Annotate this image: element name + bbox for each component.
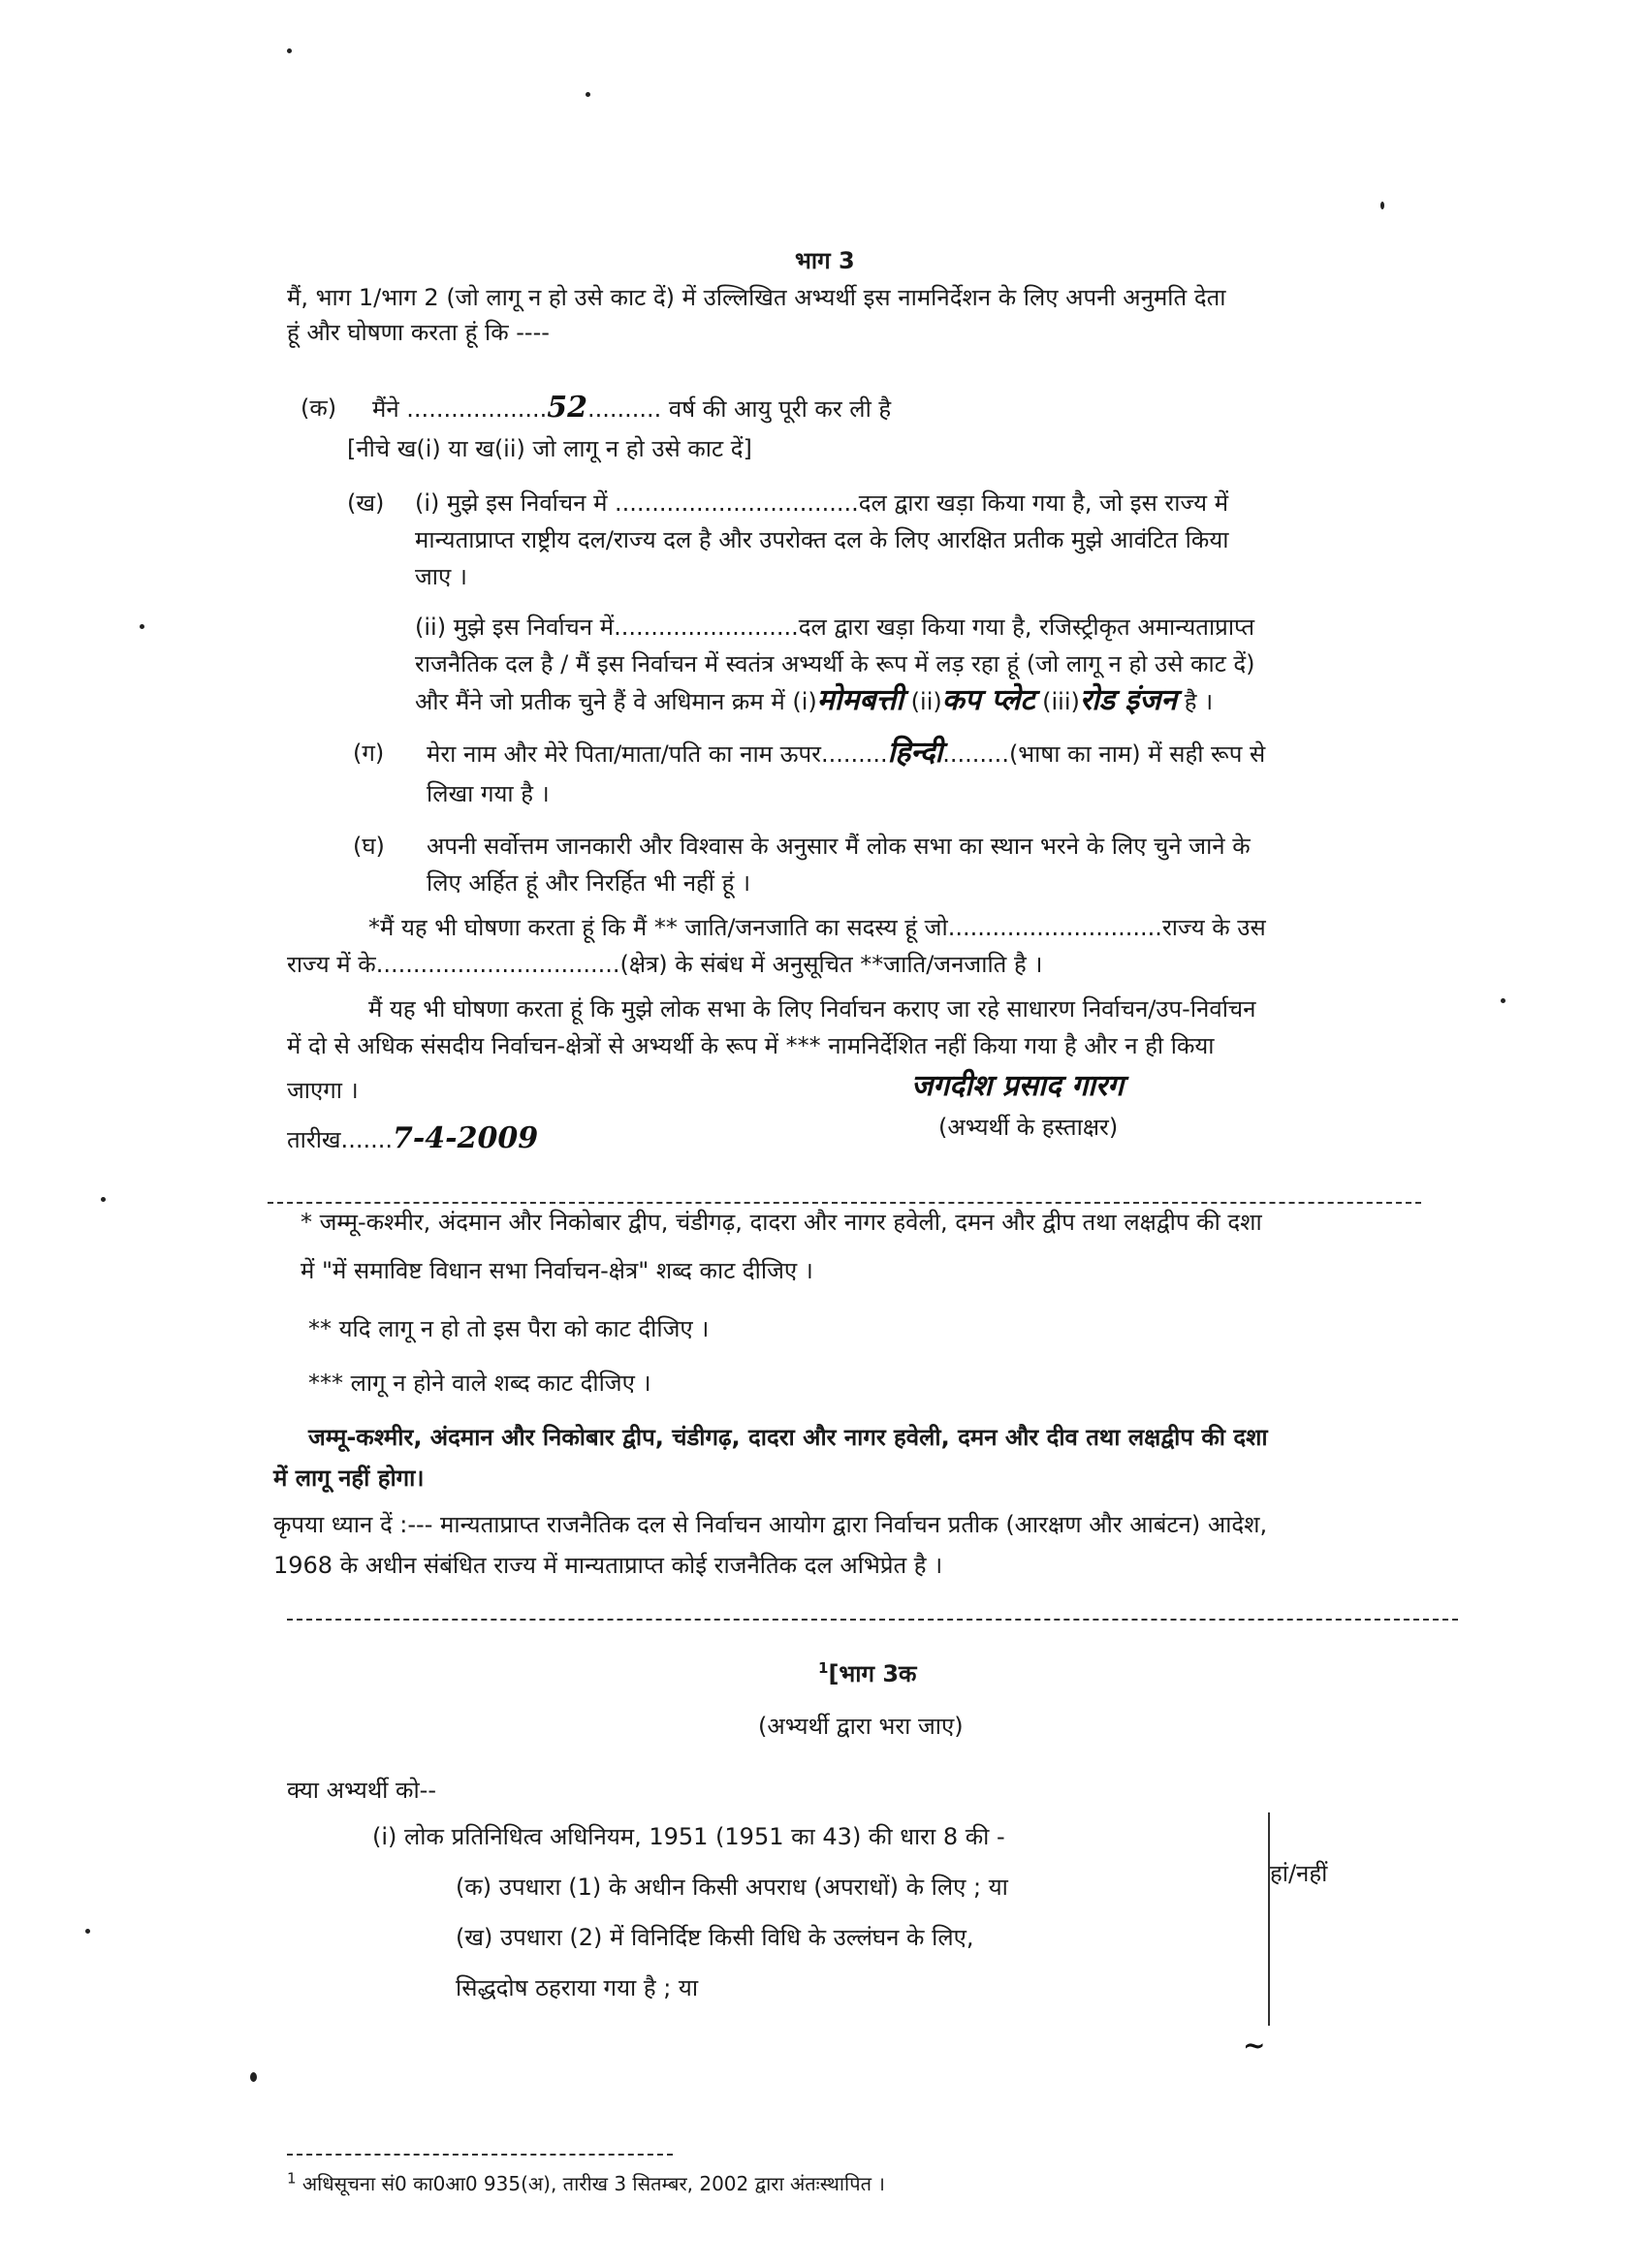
question-kha: (ख) उपधारा (2) में विनिर्दिष्ट किसी विधि के उल्लंघन के लिए, (456, 1924, 974, 1951)
kha-ii-line2: राजनैतिक दल है / मैं इस निर्वाचन में स्वतंत्र अभ्यर्थी के रूप में लड़ रहा हूं (जो लागू न हो उसे काट दें) (415, 650, 1255, 677)
question-ka: (क) उपधारा (1) के अधीन किसी अपराध (अपराधों) के लिए ; या (456, 1874, 1008, 1901)
question-end: सिद्धदोष ठहराया गया है ; या (456, 1974, 699, 2001)
age-value: 52 (547, 391, 588, 425)
footnote-star2: ** यदि लागू न हो तो इस पैरा को काट दीजिए । (308, 1315, 710, 1342)
item-gha-label: (घ) (353, 833, 385, 860)
scan-speck (287, 48, 292, 53)
part3a-subheading: (अभ्यर्थी द्वारा भरा जाए) (758, 1713, 964, 1740)
scan-speck (586, 92, 590, 97)
kha-ii-line1: (ii) मुझे इस निर्वाचन में.........................दल द्वारा खड़ा किया गया है, रजिस्ट्रीकृत अमान्यताप्राप्त (415, 614, 1255, 641)
date-row (287, 1122, 538, 1156)
scan-speck (250, 2072, 257, 2082)
decl-caste-line2: राज्य में के.................................(क्षेत्र) के संबंध में अनुसूचित **जाति/जनजाति है । (287, 951, 1043, 978)
part3-intro-line1: मैं, भाग 1/भाग 2 (जो लागू न हो उसे काट दें) में उल्लिखित अभ्यर्थी इस नामनिर्देशन के लिए अपनी अनुमति देता (287, 284, 1226, 311)
scan-speck (1501, 998, 1505, 1003)
answer-column-line (1268, 1812, 1270, 2026)
part3-heading: भाग 3 (795, 247, 855, 274)
kha-i-line1: (i) मुझे इस निर्वाचन में .................................दल द्वारा खड़ा किया गया है, जो इस राज्य में (415, 489, 1229, 517)
kha-i-line2: मान्यताप्राप्त राष्ट्रीय दल/राज्य दल है और उपरोक्त दल के लिए आरक्षित प्रतीक मुझे आवंटित किया (415, 526, 1229, 553)
scan-speck (101, 1197, 106, 1202)
symbol-3: रोड इंजन (1079, 683, 1178, 717)
date-label: तारीख....... (287, 1126, 393, 1153)
kha-label: (ख) (347, 489, 385, 517)
footnote-star3: *** लागू न होने वाले शब्द काट दीजिए । (308, 1370, 651, 1397)
answer-yes-no: हां/नहीं (1270, 1860, 1328, 1887)
kha-i-line3: जाए । (415, 563, 468, 590)
scan-speck (1380, 202, 1384, 209)
kha-ii-line3: और मैंने जो प्रतीक चुने हैं वे अधिमान क्रम में (i)मोमबत्ती (ii)कप प्लेट (iii)रोड इंजन है । (415, 683, 1214, 717)
candidate-signature: जगदीश प्रसाद गारग (911, 1069, 1125, 1103)
item-ga-line1: मेरा नाम और मेरे पिता/माता/पति का नाम ऊपर.........हिन्दी.........(भाषा का नाम) में सही रूप से (427, 736, 1266, 770)
item-gha-line1: अपनी सर्वोत्तम जानकारी और विश्वास के अनुसार मैं लोक सभा का स्थान भरने के लिए चुने जाने के (427, 833, 1251, 860)
date-value: 7-4-2009 (392, 1121, 539, 1155)
footnote-bold-line2: में लागू नहीं होगा। (273, 1465, 425, 1492)
please-note-line1: कृपया ध्यान दें :--- मान्यताप्राप्त राजनैतिक दल से निर्वाचन आयोग द्वारा निर्वाचन प्रतीक (आरक्षण और आबंटन) आदेश, (273, 1511, 1268, 1538)
scan-speck (140, 624, 144, 629)
decl-more-line1: मैं यह भी घोषणा करता हूं कि मुझे लोक सभा के लिए निर्वाचन कराए जा रहे साधारण निर्वाचन/उप-निर्वाचन (368, 995, 1256, 1023)
part3a-question: क्या अभ्यर्थी को-- (287, 1777, 436, 1804)
item-ga-label: (ग) (353, 740, 385, 767)
item-gha-line2: लिए अर्हित हूं और निरर्हित भी नहीं हूं । (427, 869, 751, 897)
item-ga-line2: लिखा गया है । (427, 780, 550, 807)
symbol-1: मोमबत्ती (816, 683, 904, 717)
signature-caption: (अभ्यर्थी के हस्ताक्षर) (938, 1114, 1119, 1141)
scan-speck (85, 1929, 90, 1934)
section-divider (268, 1202, 1421, 1204)
answer-initials: ~ (1243, 2030, 1266, 2062)
part3a-heading: $^1$[भाग 3क (818, 1659, 917, 1687)
part3-intro-line2: हूं और घोषणा करता हूं कि ---- (287, 319, 550, 346)
item-ka-text: मैंने ...................52.......... वर्ष की आयु पूरी कर ली है (372, 391, 892, 425)
language-value: हिन्दी (887, 736, 943, 770)
footnote-star1-line2: में "में समाविष्ट विधान सभा निर्वाचन-क्षेत्र" शब्द काट दीजिए । (301, 1257, 813, 1284)
note-kha: [नीचे ख(i) या ख(ii) जो लागू न हो उसे काट दें] (347, 435, 752, 462)
please-note-line2: 1968 के अधीन संबंधित राज्य में मान्यताप्राप्त कोई राजनैतिक दल अभिप्रेत है । (273, 1552, 943, 1579)
bottom-footnote: $^1$ अधिसूचना सं0 का0आ0 935(अ), तारीख 3 सितम्बर, 2002 द्वारा अंतःस्थापित । (287, 2169, 885, 2195)
footnote-star1-line1: * जम्मू-कश्मीर, अंदमान और निकोबार द्वीप, चंडीगढ़, दादरा और नागर हवेली, दमन और द्वीप तथा लक्षद्वीप की दशा (301, 1209, 1262, 1236)
decl-more-line2: में दो से अधिक संसदीय निर्वाचन-क्षेत्रों से अभ्यर्थी के रूप में *** नामनिर्देशित नहीं किया गया है और न ही किया (287, 1032, 1215, 1059)
section-divider (287, 1619, 1458, 1621)
footnote-divider (287, 2154, 673, 2156)
item-ka-label: (क) (301, 394, 337, 422)
symbol-2: कप प्लेट (941, 683, 1035, 717)
footnote-bold-line1: जम्मू-कश्मीर, अंदमान और निकोबार द्वीप, चंडीगढ़, दादरा और नागर हवेली, दमन और दीव तथा लक्षद्वीप की दशा (308, 1424, 1268, 1451)
decl-more-line3: जाएगा । (287, 1077, 359, 1104)
question-i: (i) लोक प्रतिनिधित्व अधिनियम, 1951 (1951 का 43) की धारा 8 की - (372, 1823, 1005, 1850)
decl-caste-line1: *मैं यह भी घोषणा करता हूं कि मैं ** जाति/जनजाति का सदस्य हूं जो.............................राज्य के उस (368, 914, 1266, 941)
